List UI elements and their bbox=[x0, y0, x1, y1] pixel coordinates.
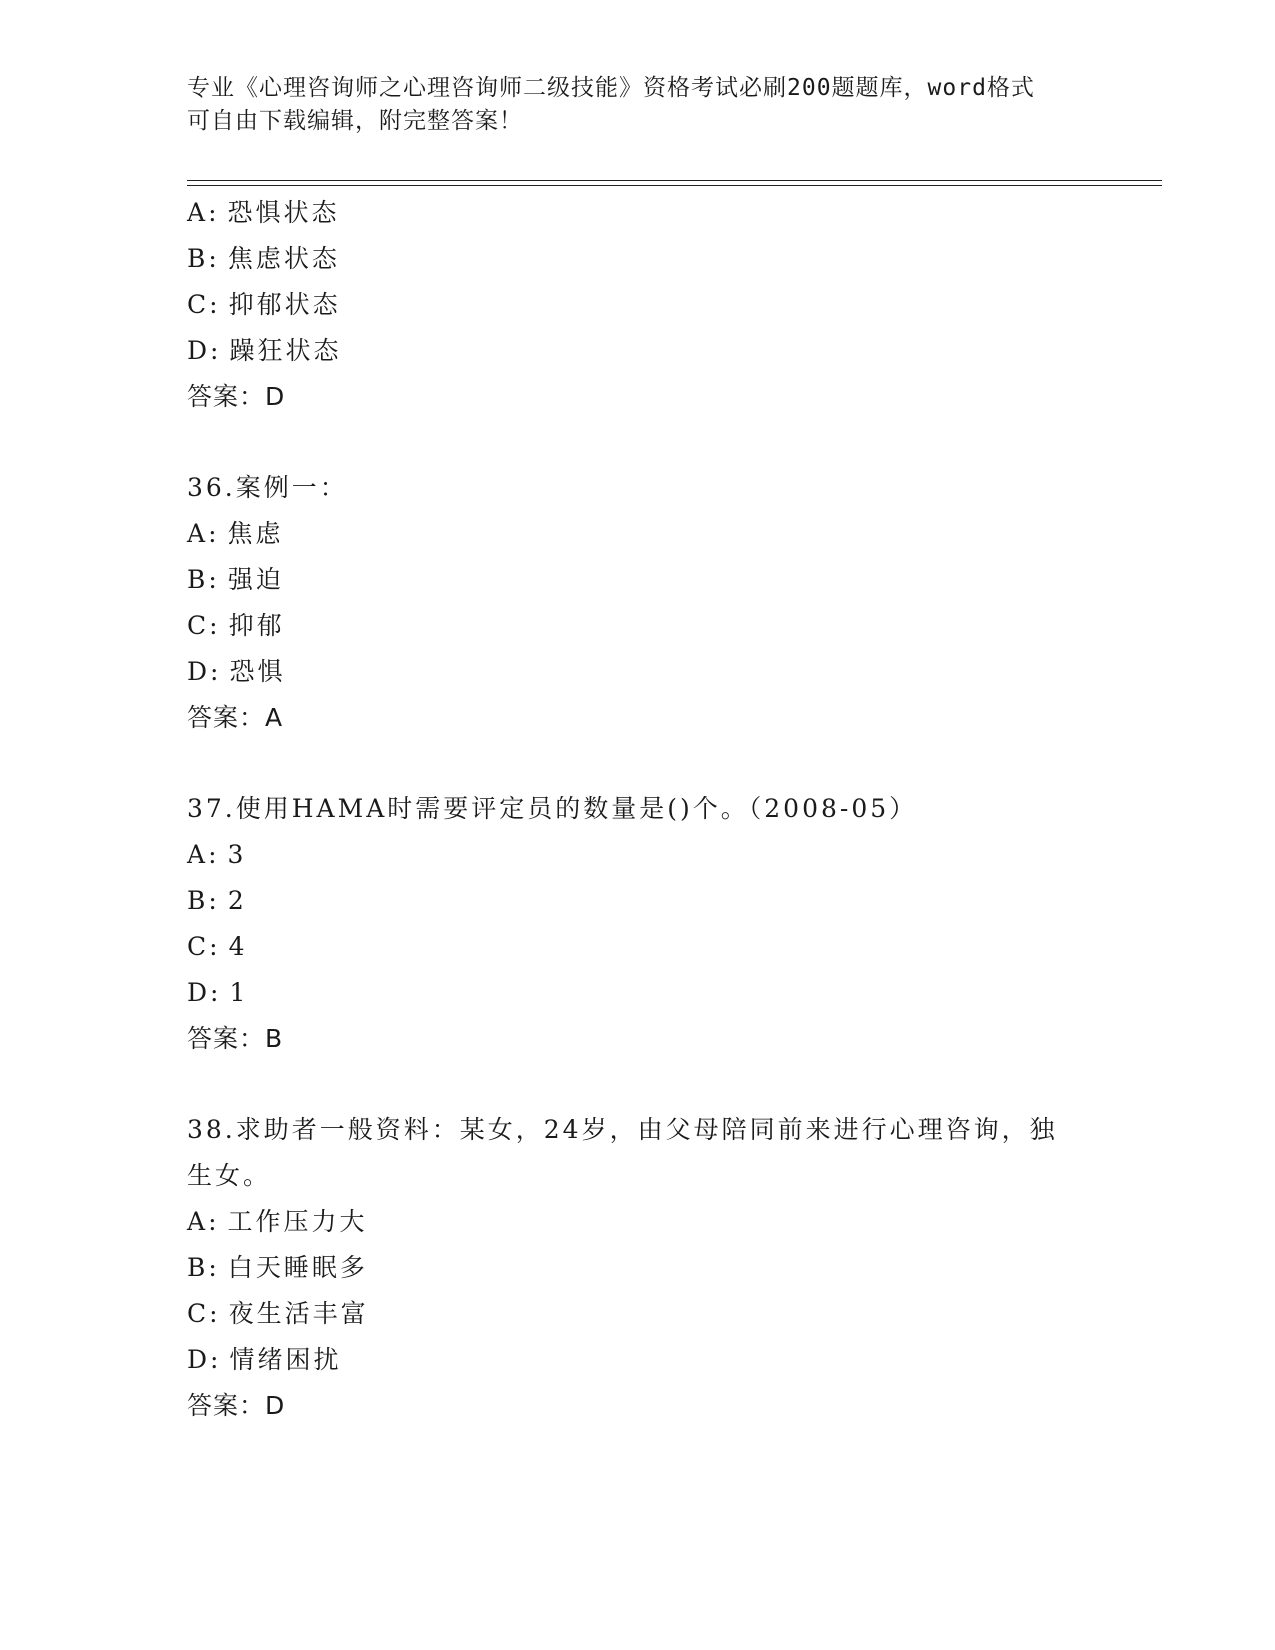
option-text: 强迫 bbox=[227, 565, 284, 594]
answer-line: 答案：B bbox=[187, 1024, 284, 1053]
option-text: 白天睡眠多 bbox=[227, 1253, 368, 1282]
question-stem-line-2: 生女。 bbox=[187, 1161, 272, 1190]
option-separator: : bbox=[208, 1253, 220, 1282]
option-letter: A bbox=[187, 519, 209, 548]
option-b bbox=[187, 878, 1087, 924]
option-c bbox=[187, 603, 1087, 649]
option-letter: A bbox=[187, 1207, 209, 1236]
option-d bbox=[187, 328, 1087, 374]
option-letter: C bbox=[187, 932, 210, 961]
option-letter: C bbox=[187, 1299, 210, 1328]
option-separator: : bbox=[208, 198, 220, 227]
option-separator: : bbox=[208, 1207, 220, 1236]
option-b bbox=[187, 1245, 1087, 1291]
answer-line: 答案：D bbox=[187, 1391, 286, 1420]
option-d bbox=[187, 970, 1087, 1016]
option-d bbox=[187, 1337, 1087, 1383]
option-separator: : bbox=[209, 290, 221, 319]
option-d bbox=[187, 649, 1087, 695]
option-separator: : bbox=[208, 244, 220, 273]
option-text: 焦虑 bbox=[227, 519, 284, 548]
option-separator: : bbox=[208, 565, 220, 594]
option-c bbox=[187, 1291, 1087, 1337]
option-a bbox=[187, 190, 1087, 236]
option-c bbox=[187, 282, 1087, 328]
option-text: 1 bbox=[229, 978, 249, 1007]
option-separator: : bbox=[208, 840, 220, 869]
answer-line: 答案：D bbox=[187, 382, 286, 411]
option-a bbox=[187, 511, 1087, 557]
header-title-line-2: 可自由下载编辑，附完整答案！ bbox=[187, 108, 523, 134]
option-separator: : bbox=[210, 978, 222, 1007]
question-block-36 bbox=[187, 465, 1087, 741]
option-separator: : bbox=[210, 657, 222, 686]
option-text: 躁狂状态 bbox=[229, 336, 342, 365]
option-separator: : bbox=[209, 611, 221, 640]
option-text: 3 bbox=[227, 840, 247, 869]
option-letter: C bbox=[187, 611, 210, 640]
option-letter: D bbox=[187, 978, 211, 1007]
option-letter: A bbox=[187, 198, 209, 227]
header-divider-top bbox=[187, 180, 1162, 181]
option-text: 抑郁状态 bbox=[228, 290, 341, 319]
option-separator: : bbox=[208, 886, 220, 915]
option-text: 2 bbox=[227, 886, 247, 915]
option-letter: B bbox=[187, 244, 209, 273]
option-letter: B bbox=[187, 1253, 209, 1282]
option-a bbox=[187, 832, 1087, 878]
question-stem: 37.使用HAMA时需要评定员的数量是()个。（2008-05） bbox=[187, 794, 918, 823]
question-stem-line-1: 38.求助者一般资料：某女，24岁，由父母陪同前来进行心理咨询，独 bbox=[187, 1115, 1058, 1144]
option-letter: B bbox=[187, 886, 209, 915]
option-text: 情绪困扰 bbox=[229, 1345, 342, 1374]
option-letter: D bbox=[187, 336, 211, 365]
option-text: 工作压力大 bbox=[227, 1207, 368, 1236]
answer-line: 答案：A bbox=[187, 703, 284, 732]
header-divider-bottom bbox=[187, 185, 1162, 186]
document-header bbox=[187, 72, 1087, 138]
question-list bbox=[187, 190, 1087, 1429]
option-separator: : bbox=[209, 1299, 221, 1328]
option-letter: D bbox=[187, 1345, 211, 1374]
option-separator: : bbox=[210, 1345, 222, 1374]
option-text: 恐惧 bbox=[229, 657, 286, 686]
option-a bbox=[187, 1199, 1087, 1245]
option-separator: : bbox=[209, 932, 221, 961]
question-spacer bbox=[187, 420, 1087, 465]
question-block-continued bbox=[187, 190, 1087, 420]
option-c bbox=[187, 924, 1087, 970]
option-letter: A bbox=[187, 840, 209, 869]
option-separator: : bbox=[208, 519, 220, 548]
question-stem: 36.案例一： bbox=[187, 473, 348, 502]
option-text: 焦虑状态 bbox=[227, 244, 340, 273]
question-spacer bbox=[187, 741, 1087, 786]
question-block-37 bbox=[187, 786, 1087, 1062]
option-letter: D bbox=[187, 657, 211, 686]
option-b bbox=[187, 557, 1087, 603]
question-block-38 bbox=[187, 1107, 1087, 1429]
question-spacer bbox=[187, 1062, 1087, 1107]
option-text: 恐惧状态 bbox=[227, 198, 340, 227]
option-letter: C bbox=[187, 290, 210, 319]
option-separator: : bbox=[210, 336, 222, 365]
option-b bbox=[187, 236, 1087, 282]
option-text: 4 bbox=[228, 932, 248, 961]
option-text: 抑郁 bbox=[228, 611, 285, 640]
header-title-line-1: 专业《心理咨询师之心理咨询师二级技能》资格考试必刷200题题库，word格式 bbox=[187, 75, 1035, 101]
option-letter: B bbox=[187, 565, 209, 594]
option-text: 夜生活丰富 bbox=[228, 1299, 369, 1328]
